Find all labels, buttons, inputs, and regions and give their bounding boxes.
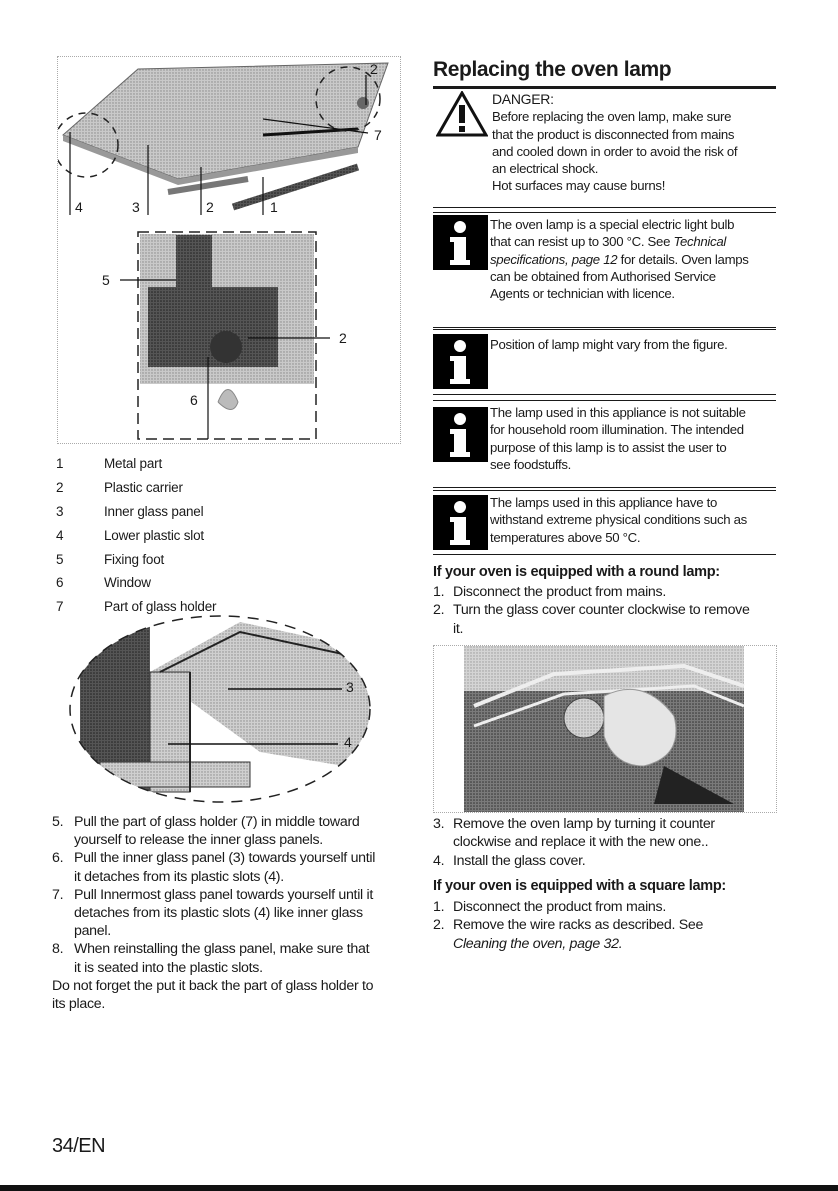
round-lamp-steps-b: [433, 815, 778, 870]
info-icon: [433, 334, 488, 389]
figure-door-glass-exploded: [57, 56, 401, 444]
info-box-lamp-purpose: The lamp used in this appliance is not suitable for household room illumination. The intended purpose of this lamp is to assist the user to see foodstuffs.: [433, 400, 776, 488]
callout-4-mid: 4: [344, 734, 352, 750]
step-5: 5. Pull the part of glass holder (7) in middle toward yourself to release the inner glass panels.: [52, 814, 360, 849]
slot-illustration: [60, 612, 380, 807]
callout-4: 4: [75, 199, 83, 215]
square-lamp-heading: If your oven is equipped with a square lamp:: [433, 878, 726, 894]
step-2: 2. Turn the glass cover counter clockwise to remove it.: [433, 602, 750, 637]
tech-spec-ref: Technical: [673, 234, 727, 250]
callout-2: 2: [206, 199, 214, 215]
step-6: 6. Pull the inner glass panel (3) towards yourself until it detaches from its plastic slots (4).: [52, 850, 376, 885]
section-heading: Replacing the oven lamp: [433, 58, 672, 81]
callout-3-mid: 3: [346, 679, 354, 695]
legend-item: 1 Metal part: [56, 456, 163, 472]
callout-6: 6: [190, 392, 198, 408]
callout-1: 1: [270, 199, 278, 215]
step-3: 3. Remove the oven lamp by turning it counter clockwise and replace it with the new one..: [433, 816, 715, 851]
callout-2-detail: 2: [339, 330, 347, 346]
parts-legend: [56, 452, 386, 619]
info-icon: [433, 407, 488, 462]
cleaning-page-ref: Cleaning the oven, page 32.: [453, 935, 623, 952]
warning-triangle-icon: [436, 91, 488, 137]
page-number: 34/EN: [52, 1135, 106, 1157]
info-box-lamp-conditions: The lamps used in this appliance have to withstand extreme physical conditions such as temperatures above 50 °C.: [433, 490, 776, 555]
door-illustration: [58, 57, 400, 443]
legend-item: 7 Part of glass holder: [56, 599, 217, 615]
legend-item: 2 Plastic carrier: [56, 480, 183, 496]
lamp-photo: [434, 646, 776, 812]
spec-page-ref: specifications, page 12: [490, 251, 618, 267]
info-icon: [433, 495, 488, 550]
info-box-lamp-position: Position of lamp might vary from the figure.: [433, 329, 776, 395]
info-icon: [433, 215, 488, 270]
square-lamp-steps: [433, 898, 778, 953]
figure-round-lamp-cover: [433, 645, 777, 813]
legend-item: 6 Window: [56, 575, 151, 591]
legend-item: 5 Fixing foot: [56, 551, 165, 567]
danger-box: DANGER: Before replacing the oven lamp, make sure that the product is disconnected from mains and cooled down in order to avoid the risk of an electrical shock. Hot surfaces may cause burns!: [433, 89, 776, 208]
callout-5: 5: [102, 272, 110, 288]
glass-removal-steps: [52, 813, 412, 1013]
callout-2-top: 2: [370, 61, 378, 77]
step-2: 2. Remove the wire racks as described. See Cleaning the oven, page 32.: [433, 917, 704, 952]
figure-glass-slot-detail: [60, 612, 380, 807]
reminder-note: Do not forget the put it back the part of glass holder to its place.: [52, 977, 374, 1013]
round-lamp-heading: If your oven is equipped with a round lamp:: [433, 564, 720, 580]
bottom-rule: [0, 1185, 838, 1191]
step-8: 8. When reinstalling the glass panel, make sure that it is seated into the plastic slots.: [52, 941, 370, 976]
callout-3: 3: [132, 199, 140, 215]
danger-title: DANGER:: [492, 91, 554, 107]
legend-item: 4 Lower plastic slot: [56, 527, 204, 543]
callout-7: 7: [374, 127, 382, 143]
round-lamp-steps-a: [433, 583, 778, 638]
step-1: 1. Disconnect the product from mains.: [433, 899, 666, 915]
step-4: 4. Install the glass cover.: [433, 852, 586, 869]
info-box-lamp-spec: The oven lamp is a special electric light bulb that can resist up to 300 °C. See Technical specifications, page 12 for details. Oven lamps can be obtained from Authorised Service Agents or technician with licence.: [433, 212, 776, 328]
step-1: 1. Disconnect the product from mains.: [433, 584, 666, 600]
legend-item: 3 Inner glass panel: [56, 503, 204, 519]
step-7: 7. Pull Innermost glass panel towards yourself until it detaches from its plastic slots (4) like inner glass panel.: [52, 886, 374, 940]
